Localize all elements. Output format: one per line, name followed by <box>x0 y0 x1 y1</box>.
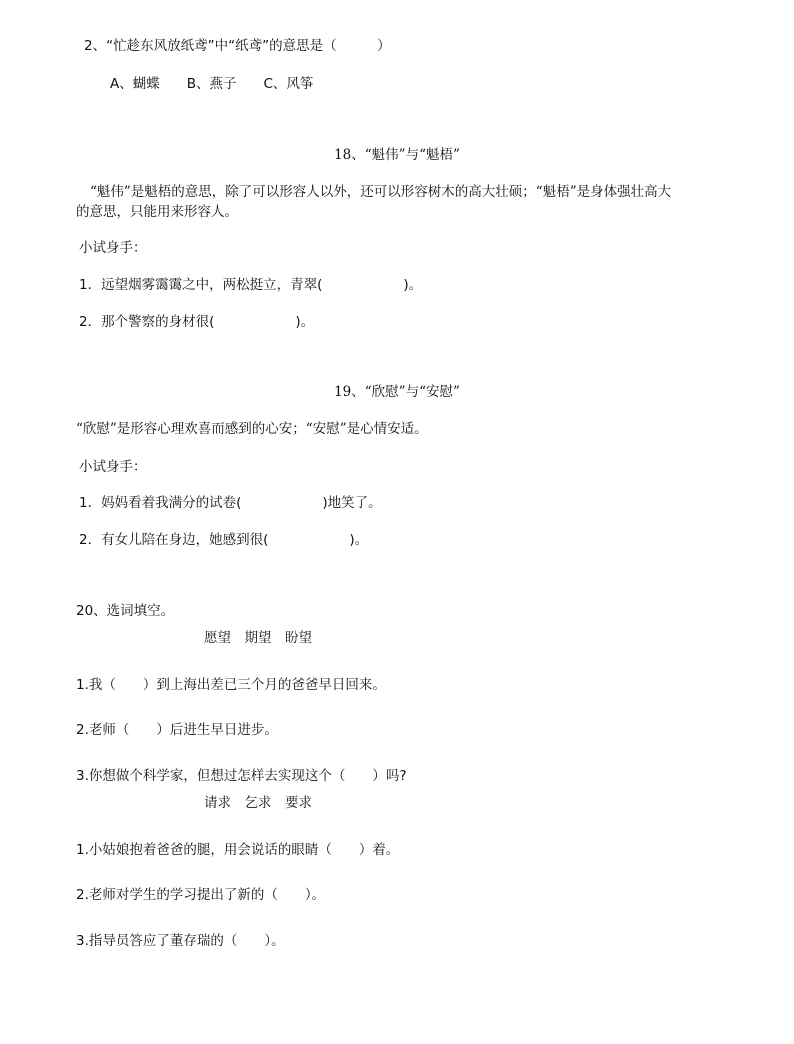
group-2-item-3: 3.指导员答应了董存瑞的（ ）。 <box>76 933 285 949</box>
question-2-text: 2、“忙趁东风放纸鸢”中“纸鸢”的意思是（ ） <box>84 38 391 54</box>
question-2-options: A、蝴蝶 B、燕子 C、风筝 <box>110 76 314 92</box>
section-18-explanation-line-2: 的意思，只能用来形容人。 <box>76 204 238 220</box>
section-19-item-1: 1．妈妈看着我满分的试卷( )地笑了。 <box>79 495 382 511</box>
group-1-item-1: 1.我（ ）到上海出差已三个月的爸爸早日回来。 <box>76 677 386 693</box>
section-19-item-2: 2．有女儿陪在身边，她感到很( )。 <box>79 532 369 548</box>
group-2-item-2: 2.老师对学生的学习提出了新的（ ）。 <box>76 887 326 903</box>
section-18-item-1: 1．远望烟雾霭霭之中，两松挺立，青翠( )。 <box>79 277 423 293</box>
word-bank-1: 愿望 期望 盼望 <box>204 630 312 646</box>
section-18-title: 18、“魁伟”与“魁梧” <box>334 147 460 163</box>
section-18-practice-label: 小试身手： <box>79 240 147 256</box>
group-1-item-3: 3.你想做个科学家，但想过怎样去实现这个（ ）吗? <box>76 768 407 784</box>
section-19-title: 19、“欣慰”与“安慰” <box>334 384 460 400</box>
word-bank-2: 请求 乞求 要求 <box>204 795 312 811</box>
group-1-item-2: 2.老师（ ）后进生早日进步。 <box>76 722 278 738</box>
section-18-explanation-line-1: “魁伟”是魁梧的意思，除了可以形容人以外，还可以形容树木的高大壮硕；“魁梧”是身体强壮高大 <box>90 184 672 200</box>
section-18-item-2: 2．那个警察的身材很( )。 <box>79 314 315 330</box>
section-20-title: 20、选词填空。 <box>76 603 175 619</box>
section-19-explanation: “欣慰”是形容心理欢喜而感到的心安；“安慰”是心情安适。 <box>76 421 428 437</box>
section-19-practice-label: 小试身手： <box>79 459 147 475</box>
group-2-item-1: 1.小姑娘抱着爸爸的腿，用会说话的眼睛（ ）着。 <box>76 842 400 858</box>
